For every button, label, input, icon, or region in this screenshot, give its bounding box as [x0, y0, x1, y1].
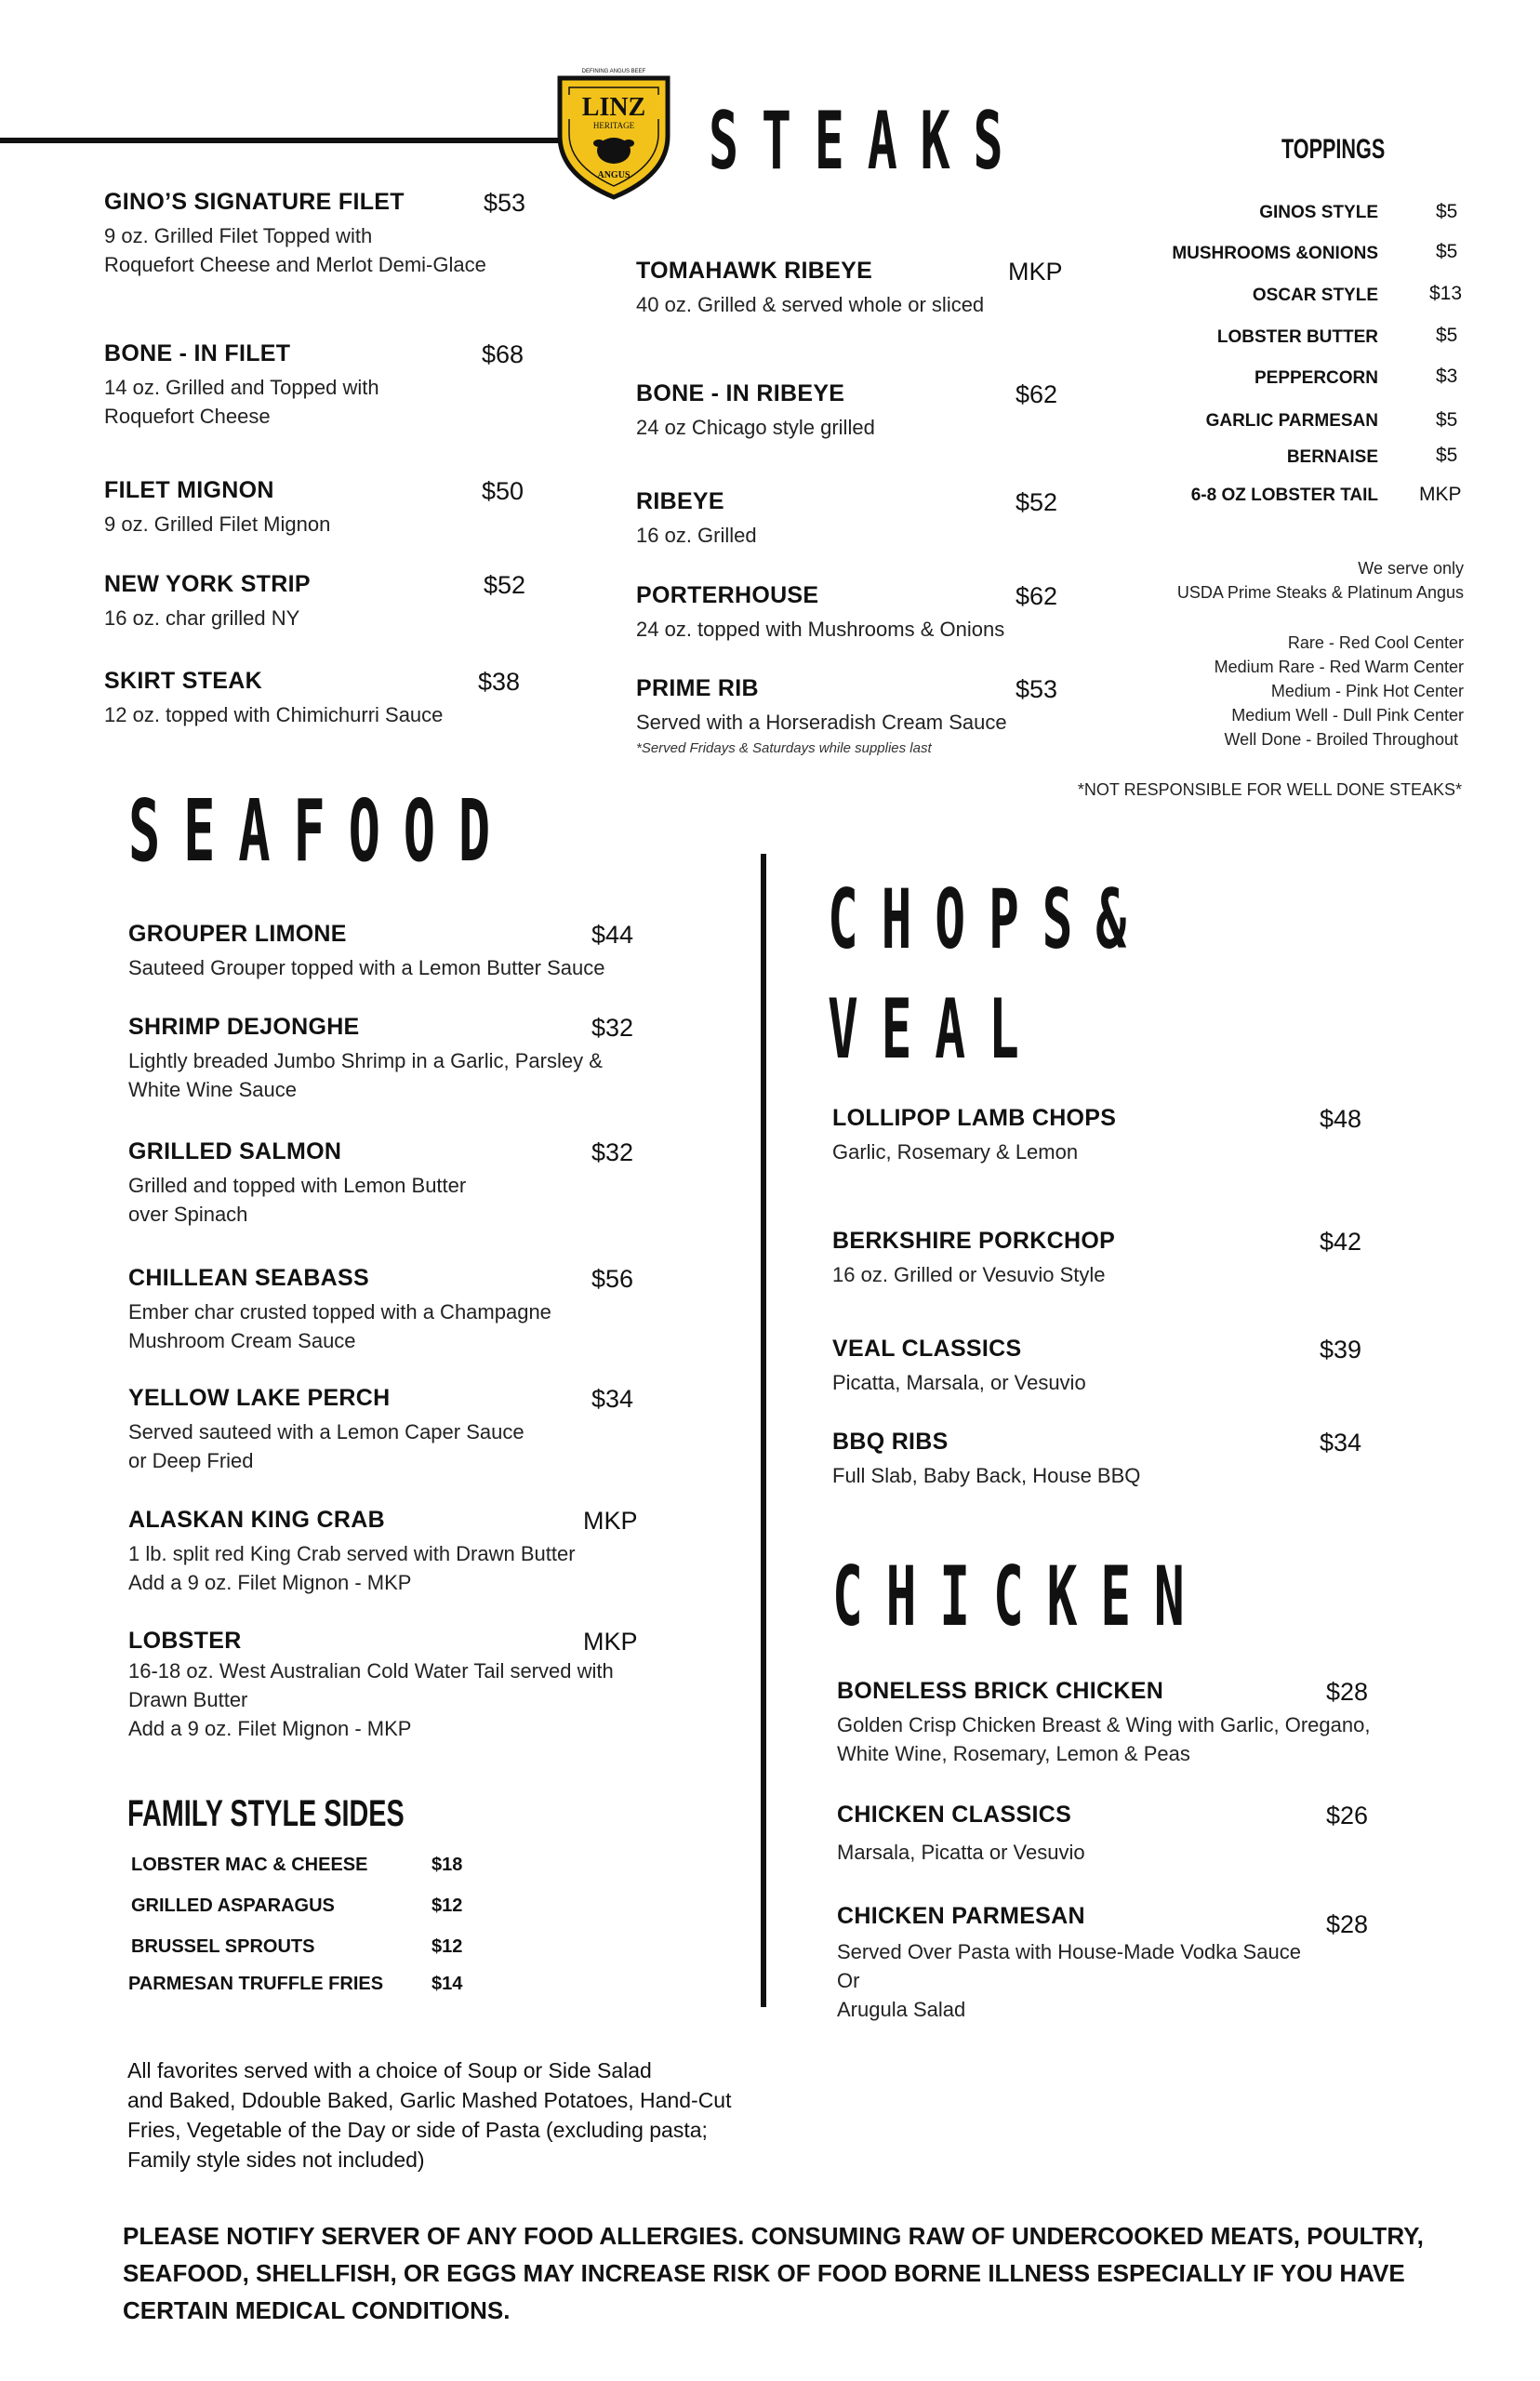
svg-text:DEFINING ANGUS BEEF: DEFINING ANGUS BEEF	[581, 69, 646, 74]
well-done-notice: *NOT RESPONSIBLE FOR WELL DONE STEAKS*	[1077, 780, 1462, 799]
menu-item: TOMAHAWK RIBEYE MKP 40 oz. Grilled & served whole or sliced	[636, 258, 1063, 316]
side-item: LOBSTER MAC & CHEESE	[131, 1855, 368, 1875]
temperature-guide: Rare - Red Cool Center Medium Rare - Red Warm Center Medium - Pink Hot Center Medium Well - Dull Pink Center Well Done - Broiled Throughout	[1214, 633, 1464, 749]
chicken-title: CHICKEN	[832, 1549, 1208, 1644]
side-item: GRILLED ASPARAGUS	[131, 1895, 335, 1916]
menu-item: BONE - IN RIBEYE $62 24 oz Chicago style grilled	[636, 380, 1058, 439]
logo-brand: LINZ	[581, 93, 646, 122]
menu-item: SHRIMP DEJONGHE $32 Lightly breaded Jumbo Shrimp in a Garlic, Parsley & White Wine Sauce	[128, 1014, 634, 1101]
menu-item: BBQ RIBS $34 Full Slab, Baby Back, House BBQ	[832, 1429, 1362, 1487]
menu-item: VEAL CLASSICS $39 Picatta, Marsala, or Vesuvio	[832, 1336, 1362, 1394]
menu-item: LOBSTER MKP 16-18 oz. West Australian Cold Water Tail served with Drawn Butter Add a 9 oz. Filet Mignon - MKP	[128, 1628, 638, 1740]
menu-item: PRIME RIB $53 Served with a Horseradish Cream Sauce *Served Fridays & Saturdays while supplies last	[636, 675, 1058, 756]
menu-item: RIBEYE $52 16 oz. Grilled	[636, 488, 1058, 547]
side-item: PARMESAN TRUFFLE FRIES	[128, 1974, 384, 1994]
menu-item: CHILLEAN SEABASS $56 Ember char crusted topped with a Champagne Mushroom Cream Sauce	[128, 1265, 634, 1352]
topping-item: MUSHROOMS &ONIONS	[1172, 244, 1378, 263]
menu-item: BONE - IN FILET $68 14 oz. Grilled and Topped with Roquefort Cheese	[104, 340, 524, 428]
svg-text:ANGUS: ANGUS	[597, 170, 631, 180]
menu-item: LOLLIPOP LAMB CHOPS $48 Garlic, Rosemary & Lemon	[832, 1105, 1362, 1164]
column-divider	[761, 854, 766, 2007]
header-rule	[0, 138, 558, 143]
toppings-title: TOPPINGS	[1281, 134, 1386, 165]
menu-item: YELLOW LAKE PERCH $34 Served sauteed with a Lemon Caper Sauce or Deep Fried	[128, 1385, 634, 1472]
menu-item: GROUPER LIMONE $44 Sauteed Grouper topped with a Lemon Butter Sauce	[128, 921, 634, 979]
sides-title: FAMILY STYLE SIDES	[127, 1793, 405, 1834]
menu-item: CHICKEN CLASSICS $26 Marsala, Picatta or Vesuvio	[837, 1802, 1369, 1864]
topping-item: OSCAR STYLE	[1252, 286, 1378, 305]
menu-item: PORTERHOUSE $62 24 oz. topped with Mushrooms & Onions	[636, 582, 1058, 641]
allergy-disclaimer: PLEASE NOTIFY SERVER OF ANY FOOD ALLERGIES. CONSUMING RAW OF UNDERCOOKED MEATS, POULTRY, SEAFOOD, SHELLFISH, OR EGGS MAY INCREASE RISK OF FOOD BORNE ILLNESS ESPECIALLY IF YOU HAVE CERTAIN MEDICAL CONDITIONS.	[123, 2222, 1424, 2324]
topping-item: PEPPERCORN	[1254, 368, 1378, 388]
topping-item: 6-8 OZ LOBSTER TAIL	[1190, 486, 1378, 505]
menu-item: GRILLED SALMON $32 Grilled and topped with Lemon Butter over Spinach	[128, 1138, 634, 1226]
menu-item: SKIRT STEAK $38 12 oz. topped with Chimichurri Sauce	[104, 668, 521, 726]
topping-item: LOBSTER BUTTER	[1216, 327, 1378, 347]
topping-item: BERNAISE	[1286, 447, 1378, 467]
menu-item: CHICKEN PARMESAN $28 Served Over Pasta with House-Made Vodka Sauce Or Arugula Salad	[837, 1903, 1369, 2021]
menu-item: NEW YORK STRIP $52 16 oz. char grilled NY	[104, 571, 526, 630]
steaks-title: STEAKS	[709, 95, 1027, 188]
menu-item: BONELESS BRICK CHICKEN $28 Golden Crisp Chicken Breast & Wing with Garlic, Oregano, White Wine, Rosemary, Lemon & Peas	[837, 1678, 1371, 1765]
menu-item: GINO’S SIGNATURE FILET $53 9 oz. Grilled Filet Topped with Roquefort Cheese and Merlot Demi-Glace	[104, 189, 526, 276]
topping-item: GARLIC PARMESAN	[1205, 411, 1378, 431]
favorites-note: All favorites served with a choice of Soup or Side Salad and Baked, Ddouble Baked, Garlic Mashed Potatoes, Hand-Cut Fries, Vegetable of the Day or side of Pasta (excluding pasta; Family style sides not included)	[127, 2058, 732, 2172]
chops-veal-title: CHOPS& VEAL	[828, 871, 1149, 1077]
seafood-title: SEAFOOD	[128, 781, 513, 881]
topping-item: GINOS STYLE	[1259, 203, 1378, 222]
brand-logo	[552, 61, 675, 201]
side-item: BRUSSEL SPROUTS	[131, 1936, 315, 1957]
menu-item: FILET MIGNON $50 9 oz. Grilled Filet Mignon	[104, 477, 524, 536]
menu-item: BERKSHIRE PORKCHOP $42 16 oz. Grilled or Vesuvio Style	[832, 1228, 1362, 1286]
svg-text:HERITAGE: HERITAGE	[592, 121, 635, 130]
menu-item: ALASKAN KING CRAB MKP 1 lb. split red King Crab served with Drawn Butter Add a 9 oz. Filet Mignon - MKP	[128, 1507, 638, 1594]
steak-info: We serve only USDA Prime Steaks & Platinum Angus	[1176, 559, 1464, 602]
